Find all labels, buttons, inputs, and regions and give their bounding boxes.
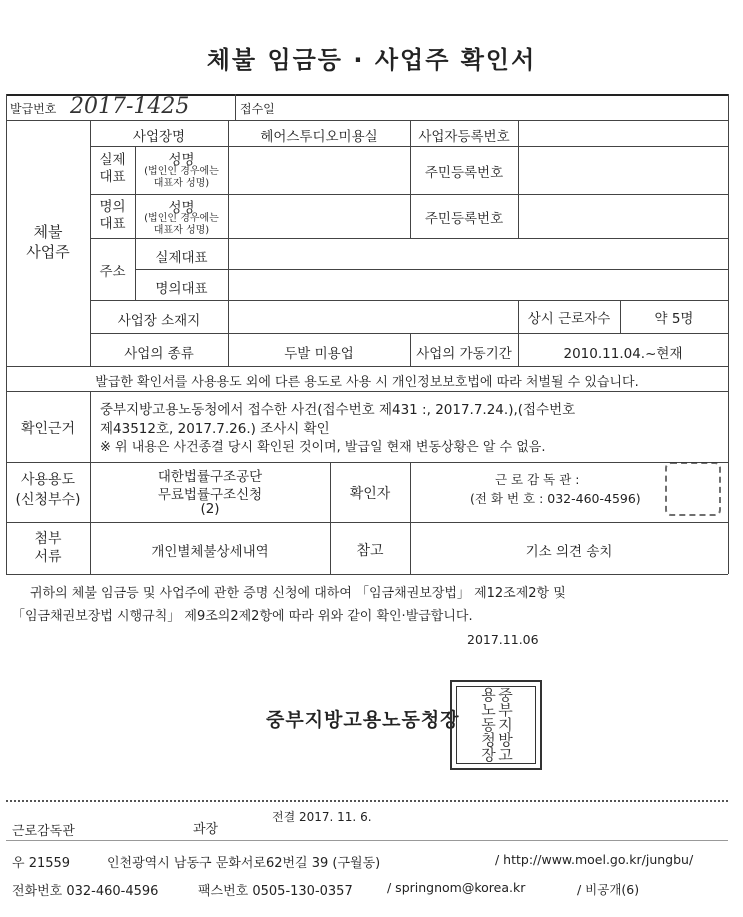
- privacy-notice: 발급한 확인서를 사용용도 외에 다른 용도로 사용 시 개인정보보호법에 따라 처벌될 수 있습니다.: [95, 375, 639, 390]
- rule: [228, 146, 229, 300]
- nominal-rep-name-note: (법인인 경우에는 대표자 성명): [144, 213, 219, 236]
- rule: [6, 574, 728, 575]
- issue-date: 2017.11.06: [467, 632, 539, 647]
- address-label: 주소: [99, 264, 126, 280]
- signature-stamp: [665, 462, 721, 516]
- document-title: 체불 임금등 · 사업주 확인서: [206, 46, 537, 74]
- rule: [518, 120, 519, 238]
- workers-label: 상시 근로자수: [527, 311, 611, 327]
- disclosure-status: / 비공개(6): [577, 882, 640, 897]
- usage-line-2: 무료법률구조신청: [157, 487, 263, 503]
- usage-label: 사용용도 (신청부수): [15, 472, 81, 508]
- inspector-phone: (전 화 번 호 : 032-460-4596): [470, 491, 641, 506]
- official-seal: [450, 680, 542, 770]
- employer-section-label: 체불 사업주: [26, 223, 70, 261]
- rule: [90, 300, 728, 301]
- chief-label: 과장: [193, 822, 219, 837]
- rule: [235, 94, 236, 120]
- confirmer-label: 확인자: [349, 486, 391, 502]
- rule: [90, 194, 728, 195]
- zip-code: 우 21559: [12, 856, 71, 871]
- attachment-value: 개인별체불상세내역: [151, 544, 269, 560]
- rule: [90, 146, 728, 147]
- rule: [6, 366, 728, 367]
- footer-divider: [6, 800, 728, 802]
- phone-number: 전화번호 032-460-4596: [12, 884, 159, 899]
- handwritten-issue-number: 2017-1425: [70, 94, 190, 119]
- rule: [6, 120, 728, 121]
- fax-number: 팩스번호 0505-130-0357: [198, 884, 353, 899]
- basis-line-3: ※ 위 내용은 사건종결 당시 확인된 것이며, 발급일 현재 변동상황은 알 수 없음.: [100, 440, 546, 455]
- statement-line-1: 귀하의 체불 임금등 및 사업주에 관한 증명 신청에 대하여 「임금채권보장법」 제12조제2항 및: [30, 586, 566, 601]
- biz-reg-label: 사업자등록번호: [418, 129, 510, 145]
- rule: [90, 238, 728, 239]
- nominal-rep-name-label: 성명: [168, 200, 195, 216]
- real-rep-name-label: 성명: [168, 152, 195, 168]
- workers-value: 약 5명: [654, 311, 694, 327]
- nominal-rep-resident-no-label: 주민등록번호: [424, 211, 504, 227]
- reference-label: 참고: [356, 543, 384, 559]
- received-date-label: 접수일: [240, 102, 275, 116]
- inspector-label: 근 로 감 독 관 :: [495, 472, 580, 487]
- operating-period-value: 2010.11.04.~현재: [563, 346, 683, 362]
- issue-number-label: 발급번호: [10, 102, 57, 116]
- issuing-authority: 중부지방고용노동청장: [266, 709, 460, 731]
- website-link[interactable]: / http://www.moel.go.kr/jungbu/: [495, 852, 694, 867]
- real-rep-label: 실제 대표: [99, 152, 126, 185]
- rule: [6, 462, 728, 463]
- right-border: [728, 94, 729, 574]
- attachment-label: 첨부 서류: [34, 531, 62, 565]
- real-rep-name-note: (법인인 경우에는 대표자 성명): [144, 166, 219, 189]
- workplace-value: 헤어스투디오미용실: [260, 129, 378, 145]
- basis-label: 확인근거: [20, 421, 76, 437]
- seal-text: 중부지방고용노동청장: [479, 687, 514, 762]
- operating-period-label: 사업의 가동기간: [416, 346, 512, 362]
- basis-line-1: 중부지방고용노동청에서 접수한 사건(접수번호 제431 :, 2017.7.24.),(접수번호: [100, 402, 576, 418]
- usage-line-3: (2): [200, 501, 220, 517]
- rule: [6, 522, 728, 523]
- approval-date: 전결 2017. 11. 6.: [272, 810, 372, 824]
- business-type-value: 두발 미용업: [284, 346, 354, 362]
- rule: [90, 333, 728, 334]
- rule: [135, 269, 728, 270]
- nominal-rep-label: 명의 대표: [99, 199, 126, 232]
- footer-rule: [6, 840, 728, 841]
- usage-line-1: 대한법률구조공단: [157, 469, 263, 485]
- rule: [6, 391, 728, 392]
- basis-line-2: 제43512호, 2017.7.26.) 조사시 확인: [100, 421, 330, 437]
- reference-value: 기소 의견 송치: [525, 544, 613, 560]
- address-nominal-rep-label: 명의대표: [155, 281, 208, 297]
- office-address: 인천광역시 남동구 문화서로62번길 39 (구월동): [107, 856, 381, 871]
- officer-label: 근로감독관: [12, 824, 75, 839]
- business-type-label: 사업의 종류: [124, 346, 194, 362]
- real-rep-resident-no-label: 주민등록번호: [424, 165, 504, 181]
- email-link[interactable]: / springnom@korea.kr: [387, 880, 526, 895]
- statement-line-2: 「임금채권보장법 시행규칙」 제9조의2제2항에 따라 위와 같이 확인·발급합니다.: [12, 609, 473, 624]
- address-real-rep-label: 실제대표: [155, 250, 208, 266]
- workplace-label: 사업장명: [132, 129, 186, 145]
- site-label: 사업장 소재지: [117, 313, 201, 329]
